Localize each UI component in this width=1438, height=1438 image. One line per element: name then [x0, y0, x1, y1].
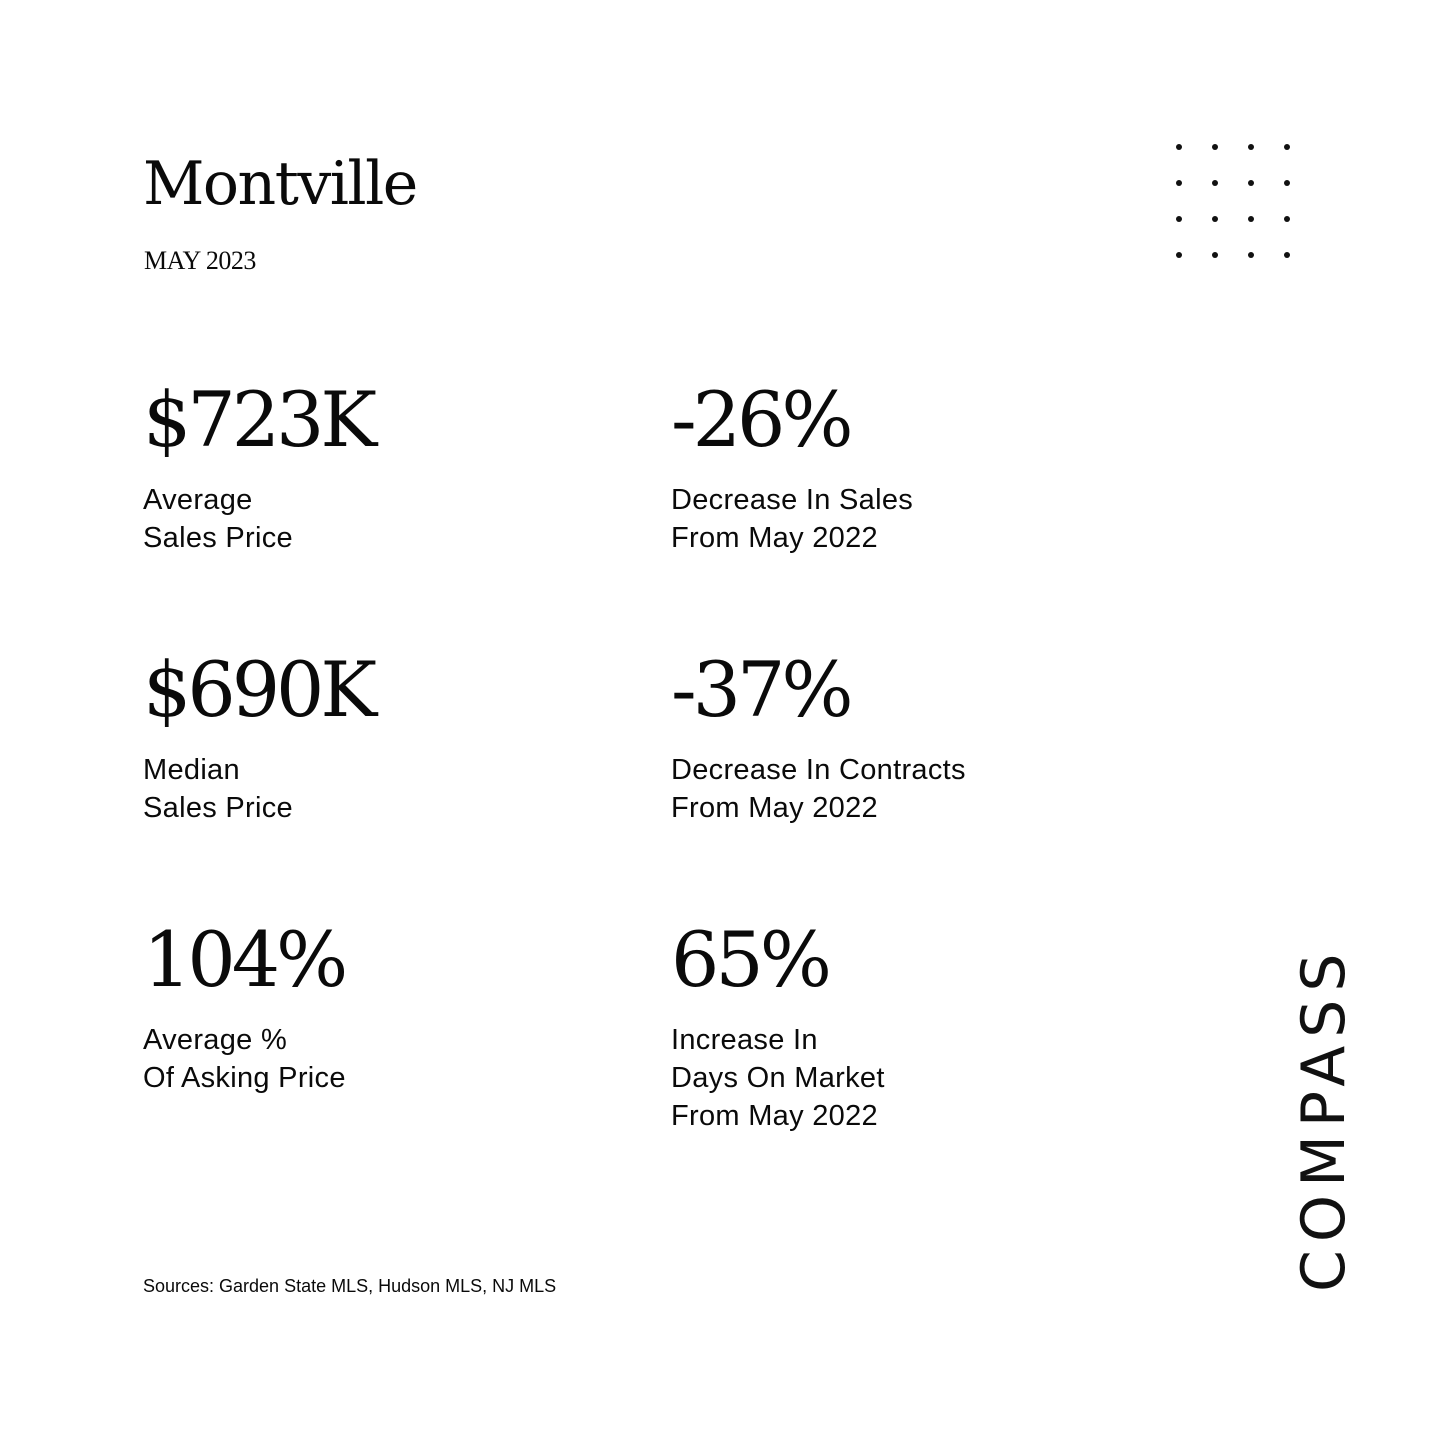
stat-label-line: Days On Market	[671, 1062, 885, 1094]
dot	[1248, 180, 1254, 186]
stat-days-on-market-change	[671, 915, 885, 1135]
stat-label-line: From May 2022	[671, 1100, 878, 1132]
report-date: MAY 2023	[144, 246, 256, 275]
stat-value: $690K	[143, 645, 374, 734]
stat-label	[671, 751, 966, 827]
dot	[1248, 252, 1254, 258]
stat-value: 65%	[671, 915, 828, 1004]
dot	[1248, 144, 1254, 150]
dot	[1284, 144, 1290, 150]
stat-label	[143, 481, 373, 557]
compass-logo: COMPASS	[1289, 945, 1359, 1292]
dot	[1176, 180, 1182, 186]
stat-label-line: Increase In	[671, 1024, 818, 1056]
stat-label-line: Sales Price	[143, 792, 293, 824]
page-title: Montville	[143, 149, 417, 219]
dot	[1248, 216, 1254, 222]
stat-sales-change	[671, 375, 913, 557]
stat-value: -26%	[671, 375, 850, 464]
stat-median-sales-price	[143, 645, 373, 827]
stat-label-line: Average	[143, 484, 253, 516]
stat-contracts-change	[671, 645, 966, 827]
stat-label-line: Median	[143, 754, 240, 786]
dot	[1212, 216, 1218, 222]
dot	[1212, 144, 1218, 150]
stat-label-line: From May 2022	[671, 522, 878, 554]
stat-label-line: Of Asking Price	[143, 1062, 346, 1094]
stat-average-sales-price	[143, 375, 373, 557]
stat-value: $723K	[143, 375, 374, 464]
stat-value: -37%	[671, 645, 850, 734]
stat-label-line: Decrease In Contracts	[671, 754, 966, 786]
dot	[1284, 252, 1290, 258]
dot	[1284, 216, 1290, 222]
stat-label	[143, 1021, 346, 1097]
stat-label	[671, 1021, 885, 1135]
dot	[1176, 252, 1182, 258]
dot	[1176, 216, 1182, 222]
stat-label-line: Average %	[143, 1024, 288, 1056]
dot	[1284, 180, 1290, 186]
stat-label	[143, 751, 373, 827]
stat-average-of-asking	[143, 915, 346, 1097]
dot	[1176, 144, 1182, 150]
dot	[1212, 252, 1218, 258]
sources-note: Sources: Garden State MLS, Hudson MLS, NJ MLS	[143, 1276, 557, 1296]
dot-grid-icon	[1176, 144, 1300, 268]
stat-label-line: Decrease In Sales	[671, 484, 914, 516]
stat-value: 104%	[143, 915, 345, 1004]
stat-label-line: From May 2022	[671, 792, 878, 824]
dot	[1212, 180, 1218, 186]
stat-label-line: Sales Price	[143, 522, 293, 554]
stat-label	[671, 481, 913, 557]
